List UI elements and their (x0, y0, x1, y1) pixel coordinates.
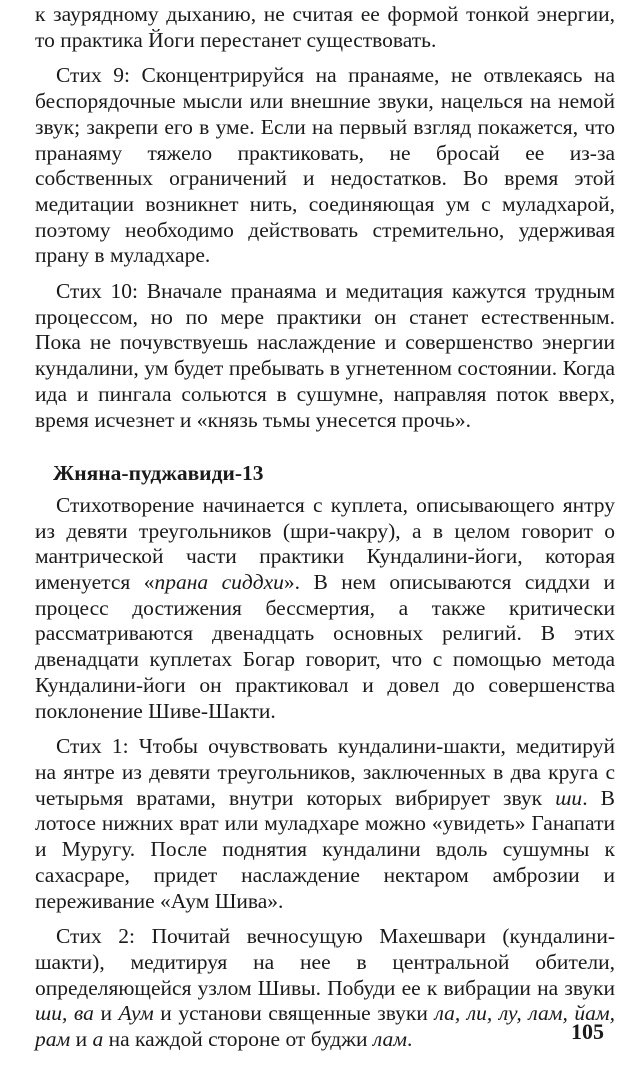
paragraph-verse-2 (35, 924, 615, 1053)
verse-2-term-2: Аум (118, 1001, 154, 1026)
paragraph-verse-9: Стих 9: Сконцентрируйся на пранаяме, не отвлекаясь на беспорядочные мысли или внешние звуки, нацелься на немой звук; закрепи его в уме. Если на первый взгляд покажется, что пранаяму тяжело практиковать, не бросай ее из-за собственных ограничений и недостатков. Во время этой медитации возникнет нить, соединяющая ум с муладхарой, поэтому необходимо действовать стремительно, удерживая прану в муладхаре. (35, 63, 615, 268)
verse-2-text-a: Стих 2: Почитай вечносущую Махешвари (кундалини-шакти), медитируя на нее в центральной обители, определяющейся узлом Шивы. Побуди ее к вибрации на звуки (35, 924, 615, 1000)
verse-2-term-3: ла, ли, лу, лам, йам, рам (35, 1001, 616, 1052)
verse-2-term-5: лам (372, 1027, 408, 1052)
verse-2-mid-2: на каждой стороне от буджи (103, 1027, 373, 1052)
section-heading: Жняна-пуджавиди-13 (53, 461, 264, 486)
verse-2-term-1: ши, ва (35, 1001, 94, 1026)
intro-text-a: Стихотворение начинается с куплета, описывающего янтру из девяти треугольников (шри-чакру), а в целом говорит о мантрической части практики Кундалини-йоги, которая именуется « (35, 492, 615, 595)
verse-2-end: . (407, 1027, 413, 1052)
paragraph-verse-10: Стих 10: Вначале пранаяма и медитация кажутся трудным процессом, но по мере практики он станет естественным. Пока не почувствуешь наслаждение и совершенство энергии кундалини, ум будет пребывать в угнетенном состоянии. Когда ида и пингала сольются в сушумне, направляя поток вверх, время исчезнет и «князь тьмы унесется прочь». (35, 279, 615, 432)
paragraph-continuation: к заурядному дыханию, не считая ее формой тонкой энергии, то практика Йоги перестанет существовать. (35, 2, 615, 52)
verse-2-and-2: и (70, 1027, 93, 1052)
verse-2-mid: и установи священные звуки (153, 1001, 435, 1026)
verse-1-text-b: . В лотосе нижних врат или муладхаре можно «увидеть» Ганапати и Муругу. После поднятия кундалини вдоль сушумны к сахасраре, придет наслаждение нектаром амброзии и переживание «Аум Шива». (35, 785, 616, 913)
paragraph-verse-1 (35, 734, 615, 914)
verse-1-term-italic: ши (555, 785, 583, 810)
text-column (35, 2, 615, 1053)
intro-text-b: ». В нем описываются сиддхи и процесс достижения бессмертия, а также критически рассматриваются двенадцать основных религий. В этих двенадцати куплетах Богар говорит, что с помощью метода Кундалини-йоги он практиковал и довел до совершенства поклонение Шиве-Шакти. (35, 570, 615, 723)
page-number: 105 (571, 1019, 604, 1044)
verse-2-term-4: а (92, 1027, 104, 1052)
intro-term-italic: прана сиддхи (154, 570, 284, 595)
paragraph-intro (35, 493, 615, 724)
verse-1-text-a: Стих 1: Чтобы очувствовать кундалини-шакти, медитируй на янтре из девяти треугольников, заключенных в два круга с четырьмя вратами, внутри которых вибрирует звук (35, 734, 615, 810)
verse-2-and-1: и (93, 1001, 119, 1026)
